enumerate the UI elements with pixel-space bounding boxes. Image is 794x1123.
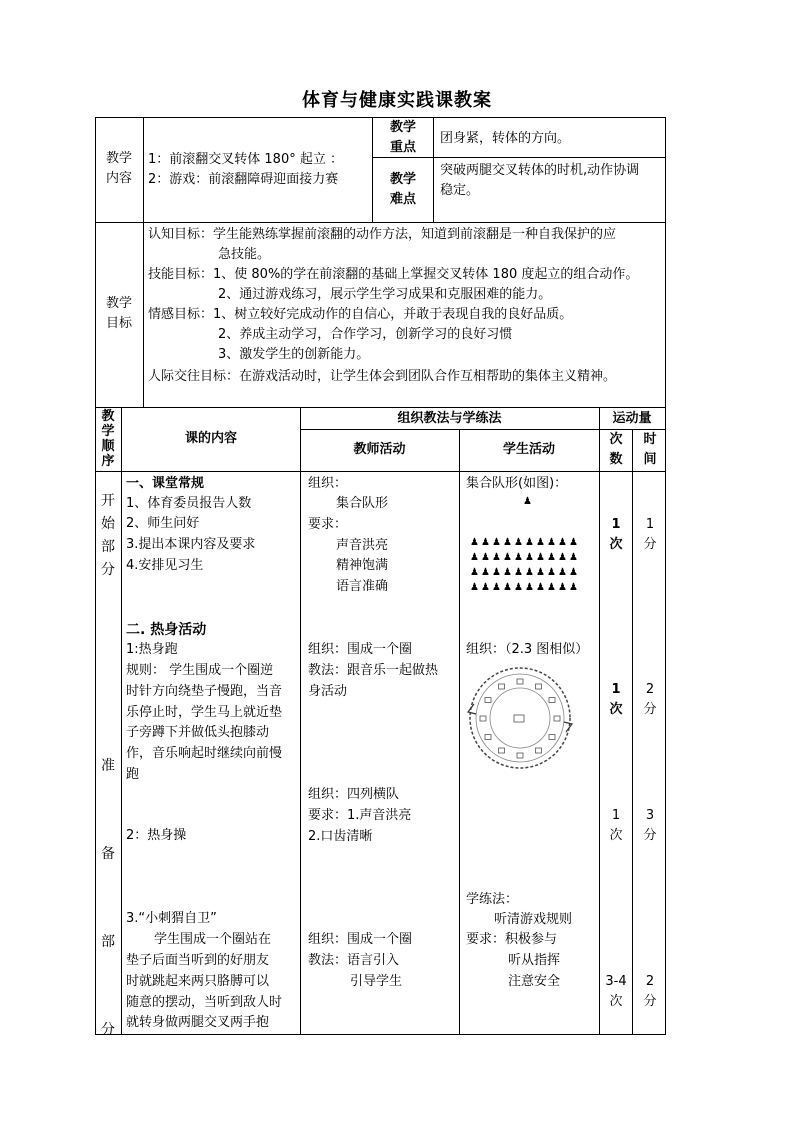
mat-icon	[499, 748, 505, 753]
game-student-line: 学练法：	[466, 892, 519, 907]
teacher-header: 教师活动	[353, 442, 406, 457]
game-student-line: 听从指挥	[508, 953, 561, 968]
student-figure-icon: ♟	[503, 567, 512, 578]
run-teacher-line: 教法：跟音乐一起做热	[308, 663, 439, 678]
mat-icon	[536, 684, 542, 689]
run-rule-line: 乐停止时，学生马上就近垫	[126, 705, 283, 720]
student-figure-icon: ♟	[514, 567, 523, 578]
goal-line: 技能目标：1、使 80%的学在前滚翻的基础上掌握交叉转体 180 度起立的组合动作。	[148, 267, 639, 282]
game-duration: 2 分	[643, 974, 657, 1009]
formation-label: 集合队形(如图)：	[466, 476, 568, 491]
teacher-line: 声音洪亮	[336, 538, 389, 553]
student-figure-icon: ♟	[558, 552, 567, 563]
goal-line: 认知目标：学生能熟练掌握前滚翻的动作方法，知道到前滚翻是一种自我保护的应	[148, 227, 617, 242]
mat-icon	[485, 735, 491, 740]
difficulty-label: 教学难点	[389, 172, 416, 207]
mat-icon	[554, 716, 560, 721]
difficulty-line-2: 稳定。	[440, 183, 480, 198]
warmup-title: 二. 热身活动	[126, 622, 207, 638]
game-rule-line: 随意的摆动，当听到敌人时	[126, 995, 283, 1010]
difficulty-line-1: 突破两腿交叉转体的时机,动作协调	[440, 163, 640, 178]
stage-prepare-text: 准备部分	[101, 758, 115, 1038]
duration-start: 1 分	[643, 517, 657, 552]
teacher-line: 语言准确	[336, 579, 389, 594]
student-figure-icon: ♟	[525, 552, 534, 563]
student-figure-icon: ♟	[492, 552, 501, 563]
content-line-1: 1：前滚翻交叉转体 180° 起立 ：	[148, 152, 343, 167]
student-figure-icon: ♟	[569, 582, 578, 593]
student-figure-icon: ♟	[569, 537, 578, 548]
mat-icon	[480, 716, 486, 721]
game-rule-line: 垫子后面当听到的好朋友	[126, 953, 270, 968]
page-title: 体育与健康实践课教案	[302, 90, 492, 111]
circle-formation-diagram	[466, 664, 578, 776]
student-figure-icon: ♟	[547, 552, 556, 563]
student-header: 学生活动	[502, 442, 555, 457]
student-figure-icon: ♟	[536, 552, 545, 563]
content-label: 教学内容	[105, 151, 132, 186]
warmup-run-title: 1:热身跑	[126, 642, 178, 657]
goal-line: 2、通过游戏练习，展示学生学习成果和克服困难的能力。	[218, 287, 552, 302]
content-header: 课的内容	[184, 431, 237, 446]
student-figure-icon: ♟	[470, 567, 479, 578]
student-figure-icon: ♟	[558, 582, 567, 593]
student-figure-icon: ♟	[514, 537, 523, 548]
exercise-times: 1 次	[609, 808, 623, 843]
teacher-line: 要求：	[308, 517, 348, 532]
game-teacher-line: 教法：语言引入	[308, 953, 400, 968]
times-header: 次数	[609, 432, 623, 467]
student-figure-icon: ♟	[525, 567, 534, 578]
run-teacher-line: 身活动	[308, 684, 348, 699]
student-figure-icon: ♟	[503, 537, 512, 548]
teacher-line: 精神饱满	[336, 558, 389, 573]
game-times: 3-4 次	[605, 974, 627, 1009]
routine-title: 一、课堂常规	[126, 476, 205, 491]
game-teacher-line: 引导学生	[350, 974, 403, 989]
run-student-label: 组织：（2.3 图相似）	[466, 642, 589, 657]
run-rule-line: 子旁蹲下并做低头抱膝动	[126, 725, 270, 740]
student-figure-icon: ♟	[481, 582, 490, 593]
method-header: 组织教法与学练法	[397, 411, 502, 426]
student-figure-icon: ♟	[536, 567, 545, 578]
teacher-figure-icon: ♟	[523, 496, 532, 507]
goals-label: 教学目标	[105, 296, 132, 331]
student-figure-icon: ♟	[558, 567, 567, 578]
student-figure-icon: ♟	[536, 537, 545, 548]
run-rule-line: 作，音乐响起时继续向前慢	[126, 746, 283, 761]
exercise-teacher-line: 2.口齿清晰	[308, 829, 373, 844]
student-figure-icon: ♟	[514, 552, 523, 563]
duration-header: 时间	[643, 432, 657, 467]
routine-item: 4.安排见习生	[126, 558, 204, 573]
student-figure-icon: ♟	[514, 582, 523, 593]
game-student-line: 要求：积极参与	[466, 932, 558, 947]
student-figure-icon: ♟	[525, 537, 534, 548]
mat-icon	[517, 753, 523, 758]
run-teacher-line: 组织：围成一个圈	[308, 642, 413, 657]
times-start: 1 次	[609, 517, 623, 552]
exercise-duration: 3 分	[643, 808, 657, 843]
student-figure-icon: ♟	[547, 582, 556, 593]
student-figure-icon: ♟	[536, 582, 545, 593]
game-rule-line: 时就跳起来两只胳膊可以	[126, 974, 270, 989]
mat-icon	[499, 684, 505, 689]
game-student-line: 听清游戏规则	[494, 912, 573, 927]
exercise-teacher-line: 组织：四列横队	[308, 787, 400, 802]
key-point-label: 教学重点	[389, 120, 416, 155]
goal-line: 3、激发学生的创新能力。	[218, 347, 370, 362]
key-point-text: 团身紧，转体的方向。	[440, 131, 571, 146]
load-header: 运动量	[612, 411, 652, 426]
routine-item: 3.提出本课内容及要求	[126, 537, 256, 552]
run-rule-line: 跑	[126, 767, 140, 782]
order-header: 教学顺序	[101, 409, 115, 469]
mat-icon	[485, 698, 491, 703]
run-duration: 2 分	[643, 682, 657, 717]
run-rule-line: 时针方向绕垫子慢跑，当音	[126, 684, 283, 699]
content-line-2: 2：游戏：前滚翻障碍迎面接力赛	[148, 172, 339, 187]
student-figure-icon: ♟	[492, 567, 501, 578]
game-student-line: 注意安全	[508, 974, 561, 989]
mat-icon	[549, 735, 555, 740]
game-rule-line: 学生围成一个圈站在	[154, 932, 272, 947]
student-figure-icon: ♟	[481, 552, 490, 563]
teacher-line: 组织：	[308, 476, 348, 491]
student-figure-icon: ♟	[558, 537, 567, 548]
goal-line: 2、养成主动学习，合作学习，创新学习的良好习惯	[218, 327, 513, 342]
student-figure-icon: ♟	[525, 582, 534, 593]
stage-start: 开始部分	[101, 493, 115, 578]
student-figure-icon: ♟	[547, 567, 556, 578]
routine-item: 1、体育委员报告人数	[126, 496, 252, 511]
student-figure-icon: ♟	[470, 582, 479, 593]
student-figure-icon: ♟	[481, 537, 490, 548]
game-teacher-line: 组织：围成一个圈	[308, 932, 413, 947]
exercise-title: 2：热身操	[126, 828, 187, 843]
student-figure-icon: ♟	[470, 537, 479, 548]
routine-item: 2、师生问好	[126, 516, 200, 531]
teacher-line: 集合队形	[336, 496, 389, 511]
goal-line: 人际交往目标：在游戏活动时，让学生体会到团队合作互相帮助的集体主义精神。	[148, 369, 617, 384]
game-title: 3.“小刺猬自卫”	[126, 911, 217, 926]
mat-icon	[536, 748, 542, 753]
run-times: 1 次	[609, 682, 623, 717]
game-rule-line: 就转身做两腿交叉两手抱	[126, 1015, 270, 1030]
student-figure-icon: ♟	[470, 552, 479, 563]
student-figure-icon: ♟	[569, 552, 578, 563]
student-figure-icon: ♟	[503, 552, 512, 563]
student-figure-icon: ♟	[547, 537, 556, 548]
run-rule-line: 规则： 学生围成一个圈逆	[126, 663, 274, 678]
student-figure-icon: ♟	[569, 567, 578, 578]
student-figure-icon: ♟	[503, 582, 512, 593]
goal-line: 急技能。	[218, 247, 271, 262]
student-figure-icon: ♟	[481, 567, 490, 578]
goal-line: 情感目标：1、树立较好完成动作的自信心，并敢于表现自我的良好品质。	[148, 307, 573, 322]
student-figure-icon: ♟	[492, 582, 501, 593]
mat-icon	[517, 679, 523, 684]
exercise-teacher-line: 要求：1.声音洪亮	[308, 808, 412, 823]
student-figure-icon: ♟	[492, 537, 501, 548]
mat-icon	[549, 698, 555, 703]
